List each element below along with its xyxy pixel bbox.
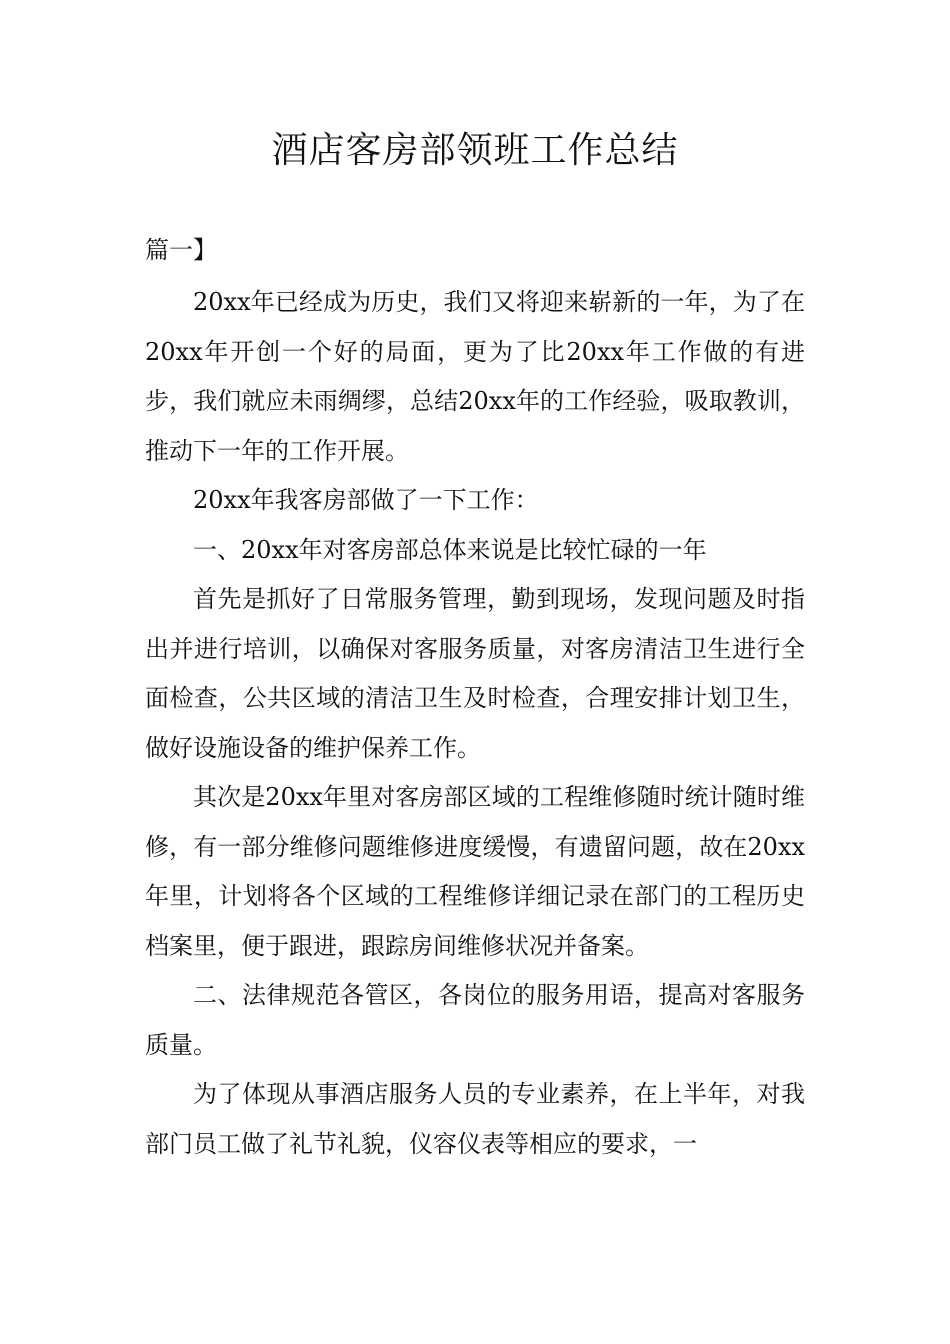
paragraph: 为了体现从事酒店服务人员的专业素养，在上半年，对我部门员工做了礼节礼貌，仪容仪表等相应的要求，一	[145, 1080, 805, 1158]
document-title: 酒店客房部领班工作总结	[271, 130, 679, 171]
paragraph: 首先是抓好了日常服务管理，勤到现场，发现问题及时指出并进行培训，以确保对客服务质量，对客房清洁卫生进行全面检查，公共区域的清洁卫生及时检查，合理安排计划卫生，做好设施设备的维护保养工作。	[145, 585, 805, 762]
paragraph: 一、20xx年对客房部总体来说是比较忙碌的一年	[193, 535, 707, 564]
paragraph: 20xx年我客房部做了一下工作：	[193, 486, 539, 514]
paragraph: 20xx年已经成为历史，我们又将迎来崭新的一年，为了在20xx年开创一个好的局面，更为了比20xx年工作做的有进步，我们就应未雨绸缪，总结20xx年的工作经验，吸取教训，推动下一年的工作开展。	[145, 288, 805, 465]
section-label: 篇一】	[145, 236, 217, 264]
document-body	[145, 278, 805, 1169]
paragraph: 二、法律规范各管区，各岗位的服务用语，提高对客服务质量。	[145, 981, 805, 1059]
paragraph: 其次是20xx年里对客房部区域的工程维修随时统计随时维修，有一部分维修问题维修进度缓慢，有遗留问题，故在20xx年里，计划将各个区域的工程维修详细记录在部门的工程历史档案里，便于跟进，跟踪房间维修状况并备案。	[145, 783, 805, 960]
